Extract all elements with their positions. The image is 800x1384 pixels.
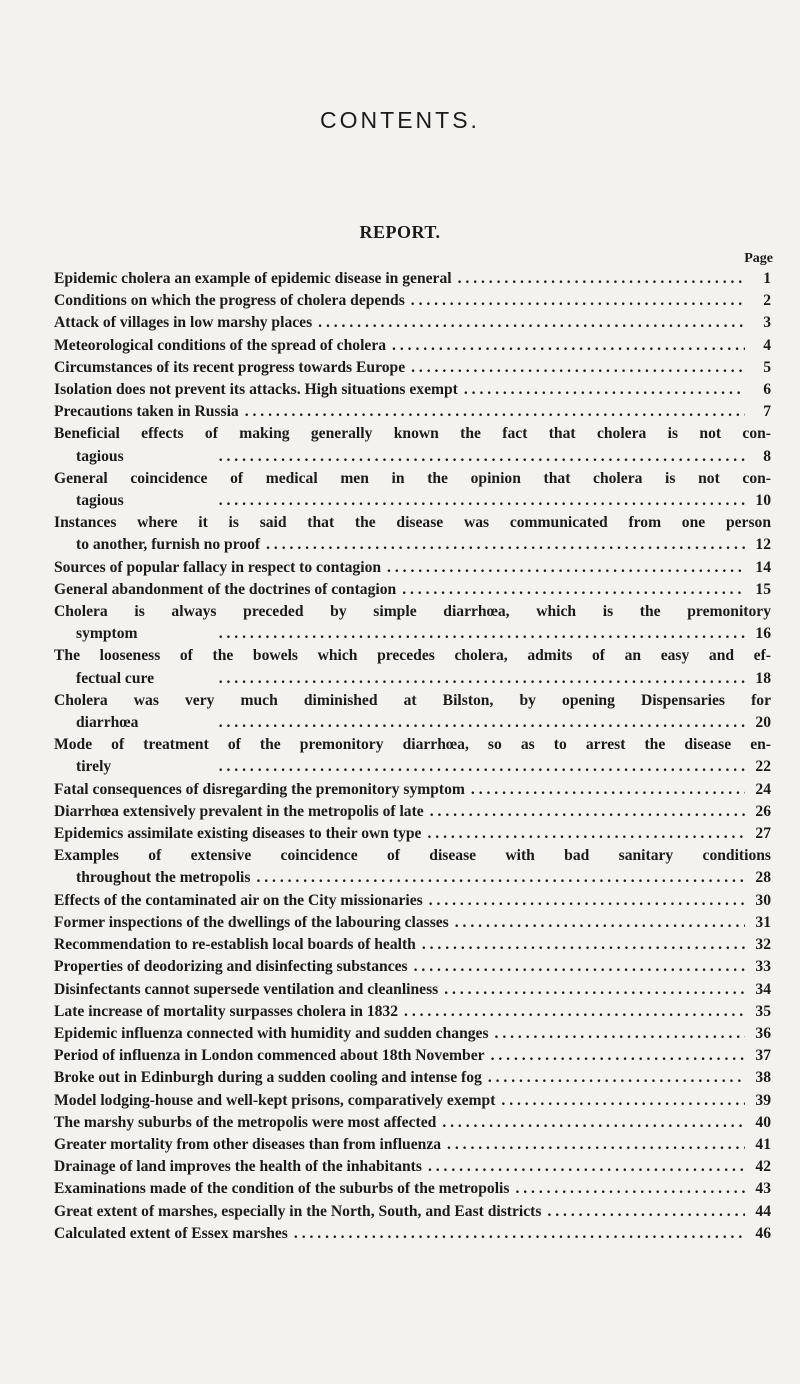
toc-page-number: 41	[755, 1135, 771, 1153]
toc-entry	[54, 357, 771, 379]
toc-entry-title-line: Examples of extensive coincidence of disease with bad sanitary conditions	[54, 847, 771, 865]
dot-leader	[421, 823, 745, 845]
toc-page-number: 2	[763, 292, 771, 310]
toc-entry-title-line: Circumstances of its recent progress towards Europe	[54, 358, 406, 376]
dot-leader	[495, 1090, 745, 1112]
toc-entry	[54, 512, 771, 556]
toc-entry-title-line: Epidemic cholera an example of epidemic disease in general	[54, 270, 452, 287]
dot-leader	[154, 668, 745, 690]
toc-page-number: 5	[763, 358, 771, 376]
toc-entry-title-line: Greater mortality from other diseases than from influenza	[54, 1135, 442, 1153]
toc-entry	[54, 579, 771, 601]
dot-leader	[509, 1178, 745, 1200]
toc-entry	[54, 290, 771, 312]
toc-entry	[54, 1067, 771, 1089]
dot-leader	[398, 1001, 745, 1023]
toc-page-number: 22	[755, 758, 771, 776]
toc-entry	[54, 690, 771, 734]
toc-entry	[54, 645, 771, 689]
dot-leader	[111, 756, 745, 778]
toc-page-number: 33	[755, 958, 771, 976]
dot-leader	[482, 1067, 745, 1089]
toc-entry-title-line: Meteorological conditions of the spread of cholera	[54, 336, 387, 354]
toc-entry-title-line: Late increase of mortality surpasses cholera in 1832	[54, 1002, 399, 1020]
dot-leader	[452, 268, 745, 290]
toc-entry-title-line: General coincidence of medical men in the opinion that cholera is not con-	[54, 469, 771, 487]
toc-entry	[54, 1223, 771, 1245]
toc-entry	[54, 1201, 771, 1223]
toc-page-number: 43	[755, 1180, 771, 1198]
toc-entry-title-line: Epidemics assimilate existing diseases to their own type	[54, 825, 422, 843]
dot-leader	[541, 1201, 745, 1223]
toc-entry-title-line: Isolation does not prevent its attacks. High situations exempt	[54, 381, 458, 399]
dot-leader	[423, 890, 745, 912]
toc-page-number: 39	[755, 1091, 771, 1109]
toc-page-number: 31	[755, 913, 771, 931]
toc-entry-title-line: Attack of villages in low marshy places	[54, 314, 313, 332]
toc-entry-title-line: diarrhœa	[76, 714, 139, 732]
toc-entry	[54, 912, 771, 934]
dot-leader	[424, 801, 745, 823]
toc-page-number: 18	[755, 669, 771, 687]
toc-entry	[54, 734, 771, 778]
toc-entry-title-line: Cholera was very much diminished at Bilston, by opening Dispensaries for	[54, 691, 771, 709]
page-column-label: Page	[744, 251, 773, 266]
toc-entry-title-line: throughout the metropolis	[76, 869, 251, 887]
toc-entry-title-line: Examinations made of the condition of the suburbs of the metropolis	[54, 1180, 510, 1198]
toc-entry	[54, 1001, 771, 1023]
page-title: CONTENTS.	[320, 107, 480, 133]
toc-page-number: 4	[763, 336, 771, 354]
toc-entry-title-line: Sources of popular fallacy in respect to contagion	[54, 558, 382, 576]
toc-entry-title-line: Epidemic influenza connected with humidity and sudden changes	[54, 1024, 489, 1042]
toc-page-number: 40	[755, 1113, 771, 1131]
toc-page-number: 15	[755, 580, 771, 598]
toc-entry	[54, 934, 771, 956]
toc-entry	[54, 1045, 771, 1067]
toc-entry-title-line: Drainage of land improves the health of the inhabitants	[54, 1158, 422, 1176]
toc-entry-title-line: The looseness of the bowels which precedes cholera, admits of an easy and ef-	[54, 647, 771, 665]
toc-entry	[54, 601, 771, 645]
toc-entry	[54, 1178, 771, 1200]
toc-entry	[54, 1156, 771, 1178]
toc-page-number: 30	[755, 891, 771, 909]
toc-page-number: 27	[755, 825, 771, 843]
toc-entry-title-line: tagious	[76, 447, 124, 465]
toc-entry-title-line: Period of influenza in London commenced about 18th November	[54, 1047, 485, 1065]
dot-leader	[312, 312, 745, 334]
toc-entry	[54, 468, 771, 512]
toc-entry-title-line: Model lodging-house and well-kept prisons, comparatively exempt	[54, 1091, 496, 1109]
toc-entry-title-line: Fatal consequences of disregarding the premonitory symptom	[54, 780, 465, 798]
toc-entry-title-line: Properties of deodorizing and disinfecting substances	[54, 958, 408, 976]
toc-page-number: 35	[755, 1002, 771, 1020]
toc-page-number: 28	[755, 869, 771, 887]
toc-entry-title-line: Broke out in Edinburgh during a sudden cooling and intense fog	[54, 1069, 482, 1087]
dot-leader	[438, 979, 745, 1001]
toc-entry	[54, 379, 771, 401]
dot-leader	[422, 1156, 745, 1178]
toc-entry-title-line: Great extent of marshes, especially in the North, South, and East districts	[54, 1202, 542, 1220]
toc-page-number: 16	[755, 625, 771, 643]
dot-leader	[396, 579, 745, 601]
dot-leader	[260, 534, 745, 556]
dot-leader	[381, 557, 745, 579]
dot-leader	[239, 401, 745, 423]
toc-entry-title-line: tagious	[76, 492, 124, 510]
dot-leader	[124, 446, 745, 468]
toc-entry	[54, 845, 771, 889]
toc-entry-title-line: Effects of the contaminated air on the City missionaries	[54, 891, 423, 909]
dot-leader	[408, 956, 745, 978]
dot-leader	[138, 623, 745, 645]
toc-page-number: 42	[755, 1158, 771, 1176]
toc-entry	[54, 557, 771, 579]
toc-page-number: 24	[755, 780, 771, 798]
toc-entry-title-line: General abandonment of the doctrines of contagion	[54, 580, 397, 598]
toc-entry-title-line: Beneficial effects of making generally known the fact that cholera is not con-	[54, 425, 771, 443]
toc-entry-title-line: Cholera is always preceded by simple diarrhœa, which is the premonitory	[54, 603, 771, 621]
toc-page-number: 36	[755, 1024, 771, 1042]
toc-entry	[54, 1090, 771, 1112]
toc-entry	[54, 823, 771, 845]
toc-page-number: 10	[755, 492, 771, 510]
toc-entry	[54, 1112, 771, 1134]
dot-leader	[449, 912, 745, 934]
toc-entry-title-line: fectual cure	[76, 669, 155, 687]
dot-leader	[416, 934, 745, 956]
dot-leader	[436, 1112, 745, 1134]
dot-leader	[465, 779, 745, 801]
toc-page-number: 20	[755, 714, 771, 732]
section-title: REPORT.	[359, 222, 441, 242]
toc-entry	[54, 979, 771, 1001]
toc-entry-title-line: Recommendation to re-establish local boards of health	[54, 936, 416, 954]
dot-leader	[441, 1134, 745, 1156]
dot-leader	[138, 712, 745, 734]
toc-page-number: 38	[755, 1069, 771, 1087]
dot-leader	[124, 490, 745, 512]
toc-page-number: 46	[755, 1224, 771, 1242]
toc-entry-title-line: Calculated extent of Essex marshes	[54, 1224, 288, 1242]
toc-page-number: 6	[763, 381, 771, 399]
toc-entry-title-line: Disinfectants cannot supersede ventilation and cleanliness	[54, 980, 439, 998]
toc-entry-title-line: The marshy suburbs of the metropolis were most affected	[54, 1113, 437, 1131]
dot-leader	[250, 867, 745, 889]
toc-entry	[54, 423, 771, 467]
toc-page-number: 7	[763, 403, 771, 421]
dot-leader	[485, 1045, 745, 1067]
toc-page-number: 12	[755, 536, 771, 554]
toc-entry-title-line: Conditions on which the progress of cholera depends	[54, 292, 405, 310]
table-of-contents	[54, 268, 771, 1245]
dot-leader	[489, 1023, 745, 1045]
toc-entry-title-line: symptom	[76, 625, 138, 643]
dot-leader	[288, 1223, 745, 1245]
toc-page-number: 3	[763, 314, 771, 332]
toc-entry	[54, 312, 771, 334]
toc-page-number: 37	[755, 1047, 771, 1065]
toc-entry-title-line: Precautions taken in Russia	[54, 403, 239, 421]
toc-entry	[54, 401, 771, 423]
toc-page-number: 1	[763, 270, 771, 287]
dot-leader	[386, 335, 745, 357]
toc-entry-title-line: Diarrhœa extensively prevalent in the metropolis of late	[54, 802, 424, 820]
toc-entry	[54, 1134, 771, 1156]
toc-page-number: 34	[755, 980, 771, 998]
toc-entry	[54, 268, 771, 290]
toc-entry	[54, 1023, 771, 1045]
toc-entry-title-line: to another, furnish no proof	[76, 536, 261, 554]
toc-entry	[54, 779, 771, 801]
toc-page-number: 8	[763, 447, 771, 465]
toc-entry-title-line: Instances where it is said that the disease was communicated from one person	[54, 514, 771, 532]
toc-page-number: 44	[755, 1202, 771, 1220]
toc-entry	[54, 801, 771, 823]
toc-entry-title-line: Mode of treatment of the premonitory diarrhœa, so as to arrest the disease en-	[54, 736, 771, 754]
dot-leader	[405, 290, 745, 312]
toc-entry	[54, 890, 771, 912]
toc-entry	[54, 956, 771, 978]
toc-page-number: 14	[755, 558, 771, 576]
toc-entry	[54, 335, 771, 357]
toc-page-number: 32	[755, 936, 771, 954]
toc-entry-title-line: tirely	[76, 758, 112, 776]
dot-leader	[405, 357, 745, 379]
toc-entry-title-line: Former inspections of the dwellings of the labouring classes	[54, 913, 449, 931]
dot-leader	[458, 379, 745, 401]
toc-page-number: 26	[755, 802, 771, 820]
